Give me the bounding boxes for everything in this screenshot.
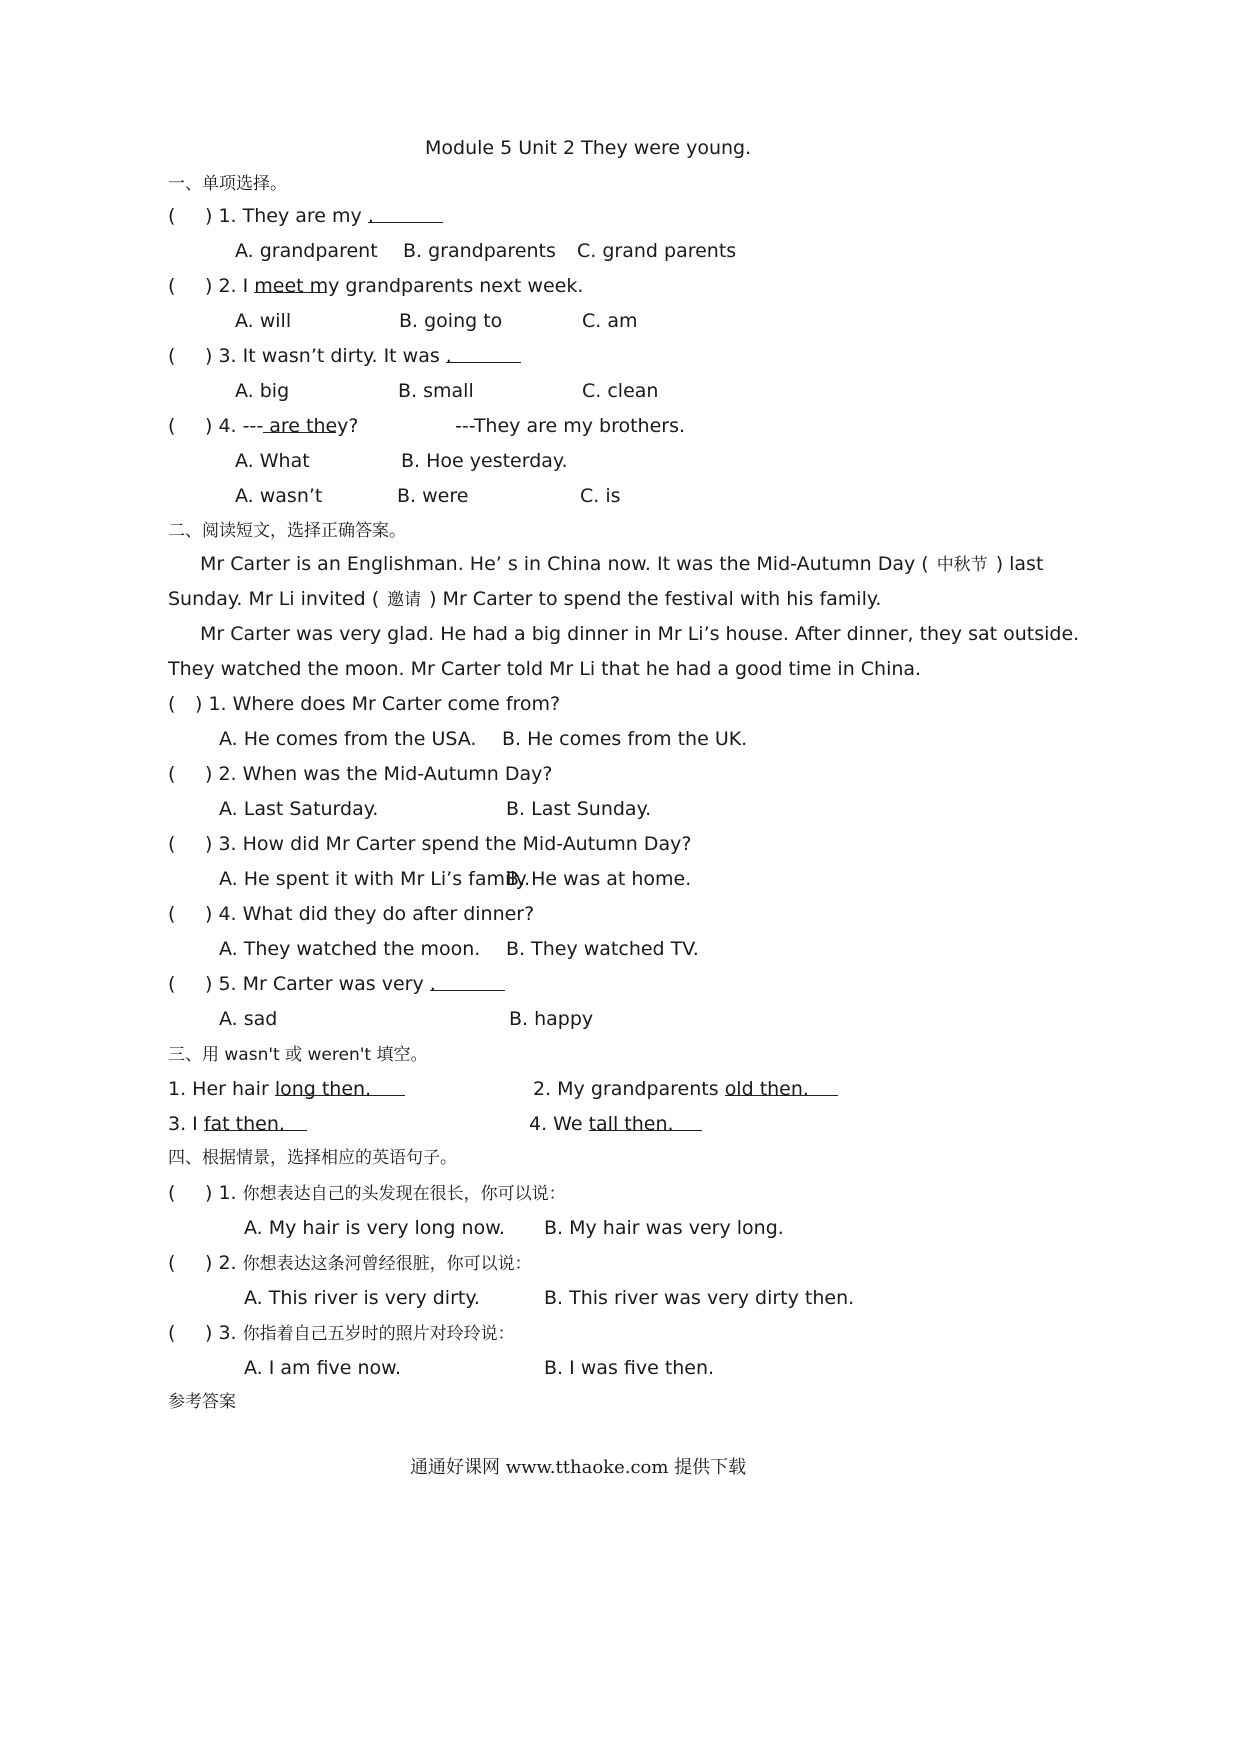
passage-gloss: 中秋节 [936, 555, 988, 575]
passage-line-3: Mr Carter was very glad. He had a big dinner in Mr Li’s house. After dinner, they sat outside. [200, 623, 1080, 645]
option-a: A. sad [219, 1008, 278, 1030]
option-a: A. He spent it with Mr Li’s family. [219, 868, 531, 890]
answer-paren: ( [168, 903, 176, 925]
answer-paren: ( [168, 1322, 176, 1344]
option-c: C. is [580, 485, 621, 507]
answer-blank[interactable] [254, 274, 327, 293]
option-a: A. My hair is very long now. [244, 1217, 506, 1239]
answer-paren: ( [168, 763, 176, 785]
section-4-heading: 四、根据情景，选择相应的英语句子。 [168, 1148, 457, 1168]
page-title: Module 5 Unit 2 They were young. [425, 137, 752, 159]
option-a: A. I am five now. [244, 1357, 402, 1379]
passage-line-2 [168, 587, 881, 612]
heading-text: 填空。 [376, 1045, 428, 1065]
option-c: C. grand parents [577, 240, 737, 262]
option-b: B. I was five then. [544, 1357, 715, 1379]
answer-blank[interactable] [446, 344, 521, 363]
answer-blank[interactable] [204, 1112, 307, 1131]
answer-paren: ( [168, 345, 176, 367]
answer-blank[interactable] [263, 414, 336, 433]
question-text: ) 4. --- [205, 415, 264, 437]
question-text: ) 3. It wasn’t dirty. It was [205, 345, 446, 367]
option-b: B. grandparents [403, 240, 556, 262]
answer-blank[interactable] [275, 1077, 405, 1096]
question-text: ) 1. They are my [205, 205, 368, 227]
answer-paren: ( [168, 693, 176, 715]
passage-text: ) last [995, 553, 1044, 575]
option-b: B. They watched TV. [506, 938, 699, 960]
fill-prefix: 1. Her hair [168, 1078, 275, 1100]
option-a: A. They watched the moon. [219, 938, 481, 960]
question-number: ) 1. [205, 1182, 243, 1204]
question-number: ) 2. [205, 1252, 243, 1274]
option-a: A. grandparent [235, 240, 378, 262]
answer-paren: ( [168, 205, 176, 227]
question-text: ) 3. How did Mr Carter spend the Mid-Autumn Day? [205, 833, 692, 855]
answer-paren: ( [168, 415, 176, 437]
option-a: A. This river is very dirty. [244, 1287, 480, 1309]
option-c: C. am [582, 310, 638, 332]
section-1-heading: 一、单项选择。 [168, 174, 287, 194]
option-b: B. He comes from the UK. [502, 728, 748, 750]
passage-text: Mr Carter is an Englishman. He’ s in China now. It was the Mid-Autumn Day ( [200, 553, 929, 575]
fill-prefix: 2. My grandparents [533, 1078, 725, 1100]
answer-paren: ( [168, 1182, 176, 1204]
answer-paren: ( [168, 833, 176, 855]
question-text: 你想表达自己的头发现在很长，你可以说： [242, 1184, 566, 1204]
answer-paren: ( [168, 1252, 176, 1274]
passage-text: Sunday. Mr Li invited ( [168, 588, 380, 610]
question-text: ) 1. Where does Mr Carter come from? [195, 693, 561, 715]
question-text: ) 4. What did they do after dinner? [205, 903, 535, 925]
answer-key-heading: 参考答案 [168, 1392, 236, 1412]
passage-line-1 [200, 552, 1043, 577]
option-a: A. wasn’t [235, 485, 323, 507]
option-b: B. Last Sunday. [506, 798, 652, 820]
option-a: A. What [235, 450, 310, 472]
question-text: ) 2. When was the Mid-Autumn Day? [205, 763, 553, 785]
fill-suffix: long then. [274, 1078, 372, 1100]
section-2-heading: 二、阅读短文，选择正确答案。 [168, 521, 406, 541]
option-b: B. small [398, 380, 474, 402]
heading-text: 三、用 [168, 1045, 219, 1065]
option-b: B. This river was very dirty then. [544, 1287, 855, 1309]
heading-keywords: wasn't 或 weren't [219, 1045, 377, 1065]
option-a: A. He comes from the USA. [219, 728, 477, 750]
fill-suffix: fat then. [203, 1113, 285, 1135]
question-text: 你想表达这条河曾经很脏，你可以说： [242, 1254, 532, 1274]
option-b: B. My hair was very long. [544, 1217, 784, 1239]
answer-paren: ( [168, 973, 176, 995]
question-end: . [367, 205, 374, 227]
option-b: B. Hoe yesterday. [401, 450, 568, 472]
question-end: are they? [263, 415, 359, 437]
answer-blank[interactable] [368, 204, 443, 223]
fill-suffix: tall then. [588, 1113, 674, 1135]
option-a: A. big [235, 380, 290, 402]
question-text: ) 5. Mr Carter was very [205, 973, 430, 995]
question-end: . [429, 973, 436, 995]
answer-blank[interactable] [430, 972, 505, 991]
fill-suffix: old then. [724, 1078, 809, 1100]
option-a: A. Last Saturday. [219, 798, 379, 820]
answer-blank[interactable] [589, 1112, 702, 1131]
option-b: B. He was at home. [506, 868, 692, 890]
option-c: C. clean [582, 380, 659, 402]
question-text: ) 2. I [205, 275, 255, 297]
answer-paren: ( [168, 275, 176, 297]
passage-text: ) Mr Carter to spend the festival with his family. [429, 588, 882, 610]
question-end: meet my grandparents next week. [254, 275, 584, 297]
answer-blank[interactable] [725, 1077, 838, 1096]
passage-gloss: 邀请 [387, 590, 422, 610]
fill-prefix: 3. I [168, 1113, 204, 1135]
option-b: B. going to [399, 310, 503, 332]
reply-text: ---They are my brothers. [455, 415, 686, 437]
question-number: ) 3. [205, 1322, 243, 1344]
option-a: A. will [235, 310, 292, 332]
page-footer: 通通好课网 www.tthaoke.com 提供下载 [410, 1457, 747, 1478]
option-b: B. were [397, 485, 469, 507]
passage-line-4: They watched the moon. Mr Carter told Mr Li that he had a good time in China. [168, 658, 922, 680]
option-b: B. happy [509, 1008, 594, 1030]
section-3-heading [168, 1042, 427, 1067]
question-text: 你指着自己五岁时的照片对玲玲说： [242, 1324, 515, 1344]
question-end: . [445, 345, 452, 367]
fill-prefix: 4. We [529, 1113, 589, 1135]
